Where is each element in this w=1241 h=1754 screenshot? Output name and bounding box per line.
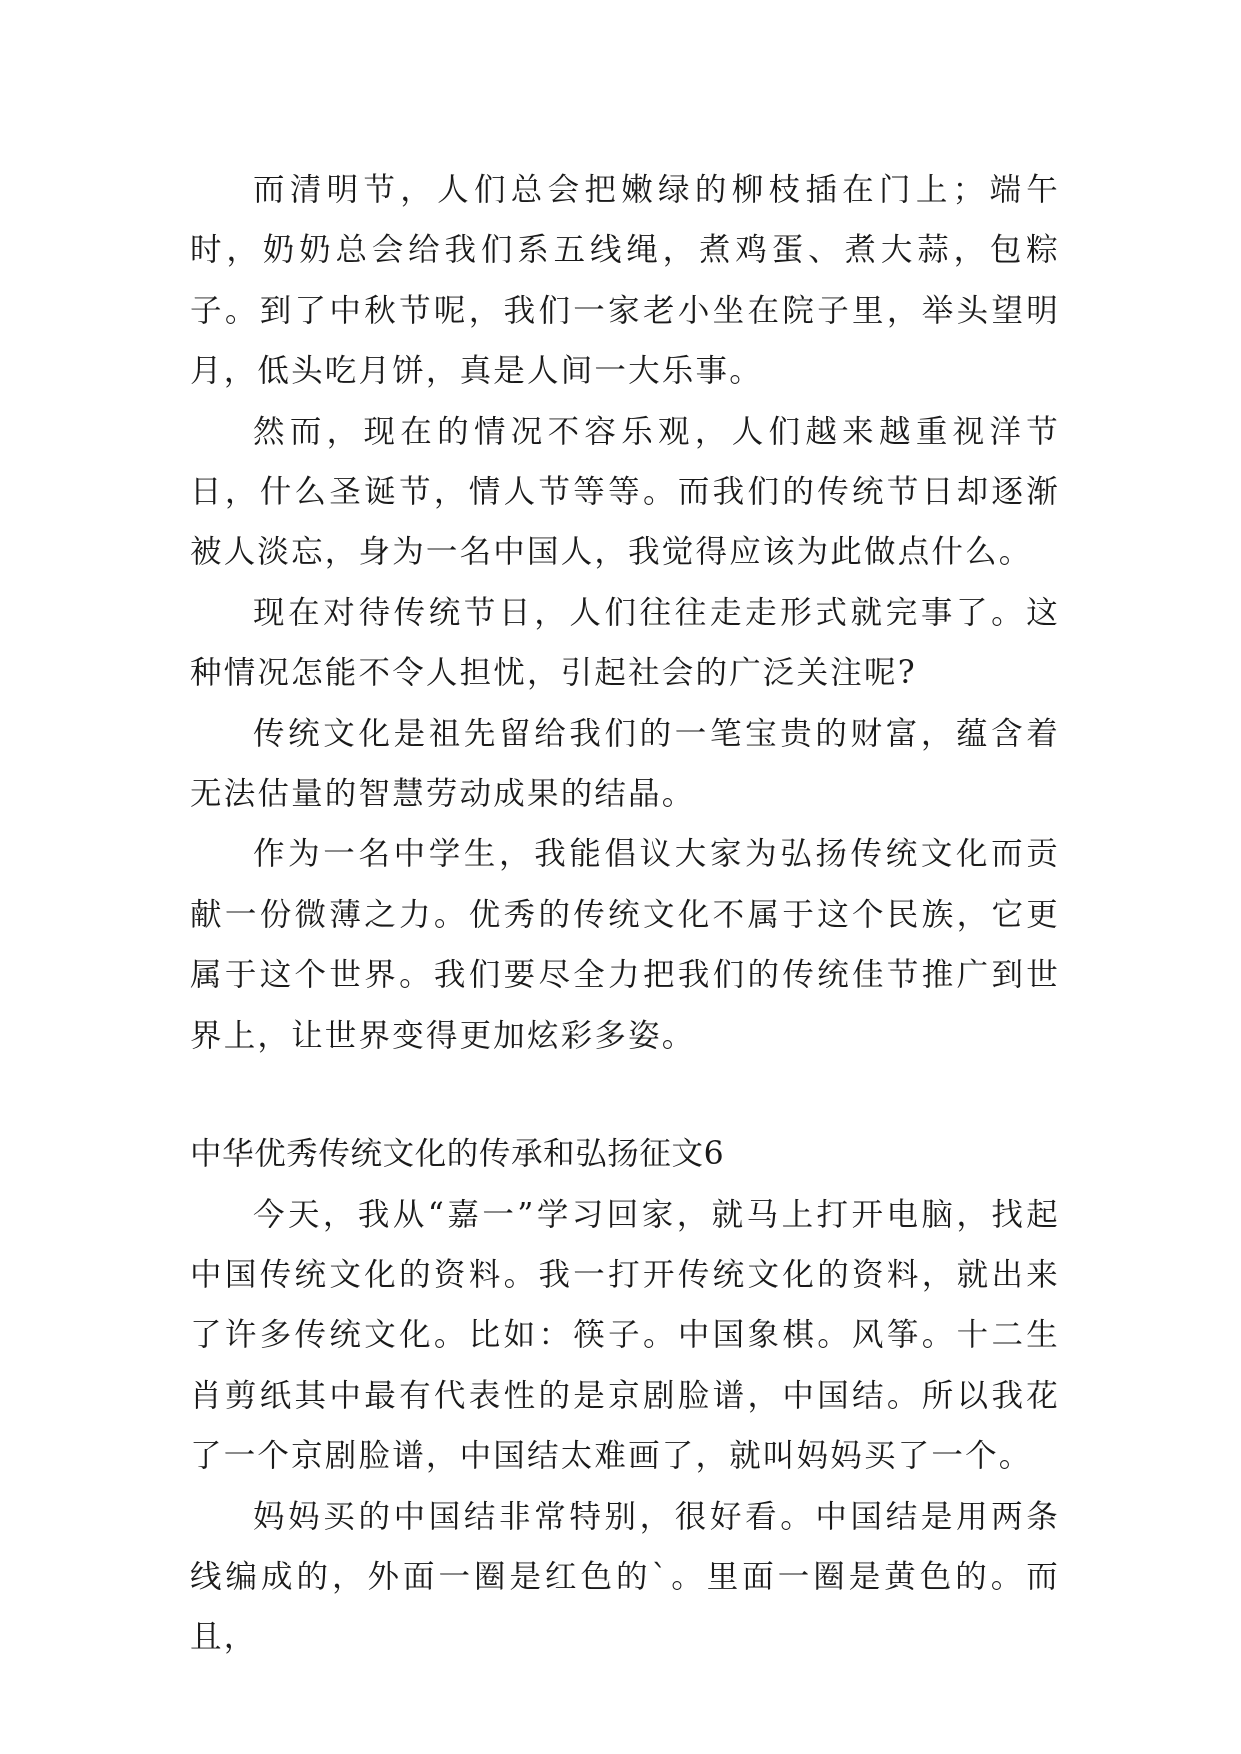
paragraph-festivals: 而清明节，人们总会把嫩绿的柳枝插在门上；端午时，奶奶总会给我们系五线绳，煮鸡蛋、煮大蒜，包粽子。到了中秋节呢，我们一家老小坐在院子里，举头望明月，低头吃月饼，真是人间一大乐事。 bbox=[190, 172, 1060, 390]
document-body bbox=[190, 160, 1060, 1668]
paragraph-situation: 然而，现在的情况不容乐观，人们越来越重视洋节日，什么圣诞节，情人节等等。而我们的传统节日却逐渐被人淡忘，身为一名中国人，我觉得应该为此做点什么。 bbox=[190, 413, 1060, 571]
paragraph-concern: 现在对待传统节日，人们往往走走形式就完事了。这种情况怎能不令人担忧，引起社会的广泛关注呢? bbox=[190, 594, 1060, 692]
paragraph-heritage: 传统文化是祖先留给我们的一笔宝贵的财富，蕴含着无法估量的智慧劳动成果的结晶。 bbox=[190, 715, 1060, 813]
paragraph-chinese-knot: 妈妈买的中国结非常特别，很好看。中国结是用两条线编成的，外面一圈是红色的`。里面一圈是黄色的。而且， bbox=[190, 1498, 1060, 1656]
paragraph-call-to-action: 作为一名中学生，我能倡议大家为弘扬传统文化而贡献一份微薄之力。优秀的传统文化不属于这个民族，它更属于这个世界。我们要尽全力把我们的传统佳节推广到世界上，让世界变得更加炫彩多姿。 bbox=[190, 836, 1060, 1054]
section-spacer bbox=[190, 1066, 1060, 1124]
paragraph-research: 今天，我从“嘉一”学习回家，就马上打开电脑，找起中国传统文化的资料。我一打开传统文化的资料，就出来了许多传统文化。比如：筷子。中国象棋。风筝。十二生肖剪纸其中最有代表性的是京剧脸谱，中国结。所以我花了一个京剧脸谱，中国结太难画了，就叫妈妈买了一个。 bbox=[190, 1196, 1060, 1475]
section-title: 中华优秀传统文化的传承和弘扬征文6 bbox=[190, 1136, 725, 1173]
